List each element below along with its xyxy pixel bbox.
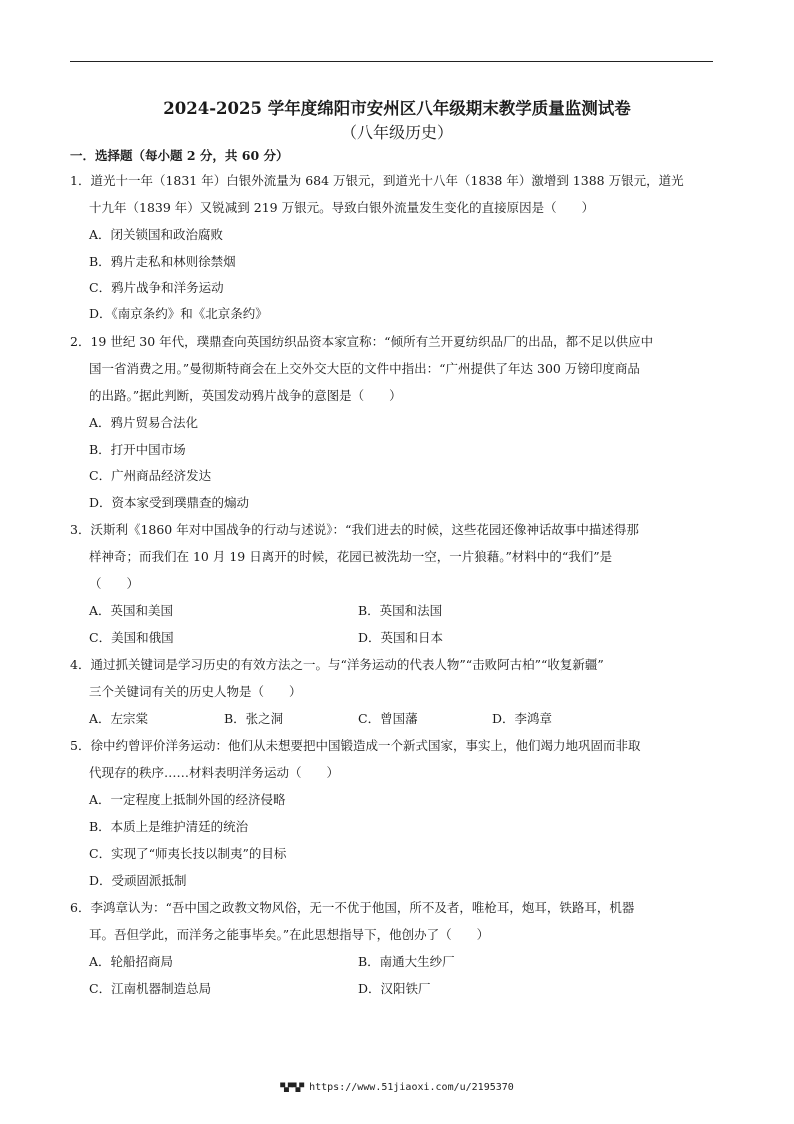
question-3-option-b: B．英国和法国 (358, 603, 443, 618)
question-6-option-c: C．江南机器制造总局 (89, 981, 212, 996)
question-4-option-a: A．左宗棠 (89, 711, 149, 726)
question-2-stem-line-1: 2．19 世纪 30 年代，璞鼎查向英国纺织品资本家宣称：“倾所有兰开夏纺织品厂的出品，都不足以供应中 (70, 334, 654, 349)
question-5-stem-line-2: 代现存的秩序……材料表明洋务运动（ ） (89, 765, 340, 780)
section-heading: 一．选择题（每小题 2 分，共 60 分） (70, 148, 289, 163)
header-rule (70, 61, 713, 62)
question-4-option-c: C．曾国藩 (358, 711, 418, 726)
question-4-stem-line-2: 三个关键词有关的历史人物是（ ） (89, 684, 302, 699)
question-4-option-d: D．李鸿章 (492, 711, 553, 726)
question-2-option-a: A．鸦片贸易合法化 (89, 415, 199, 430)
question-6-option-a: A．轮船招商局 (89, 954, 174, 969)
question-1-option-c: C．鸦片战争和洋务运动 (89, 280, 224, 295)
exam-title: 2024-2025 学年度绵阳市安州区八年级期末教学质量监测试卷 (163, 99, 631, 118)
question-5-stem-line-1: 5．徐中约曾评价洋务运动：他们从未想要把中国锻造成一个新式国家，事实上，他们竭力地巩固而非取 (70, 738, 641, 753)
question-5-option-b: B．本质上是维护清廷的统治 (89, 819, 249, 834)
question-3-option-a: A．英国和美国 (89, 603, 174, 618)
question-3-stem-line-3: （ ） (89, 576, 140, 591)
exam-subtitle: （八年级历史） (340, 123, 453, 142)
question-2-stem-line-3: 的出路。”据此判断，英国发动鸦片战争的意图是（ ） (89, 388, 402, 403)
question-3-stem-line-2: 样神奇；而我们在 10 月 19 日离开的时候，花园已被洗劫一空，一片狼藉。”材料中的“我们”是 (89, 549, 613, 564)
question-5-option-a: A．一定程度上抵制外国的经济侵略 (89, 792, 286, 807)
footer-url[interactable]: https://www.51jiaoxi.com/u/2195370 (309, 1082, 514, 1093)
question-6-option-d: D．汉阳铁厂 (358, 981, 431, 996)
question-2-option-b: B．打开中国市场 (89, 442, 186, 457)
question-1-option-b: B．鸦片走私和林则徐禁烟 (89, 254, 236, 269)
question-1-stem-line-2: 十九年（1839 年）又锐减到 219 万银元。导致白银外流量发生变化的直接原因是（ ） (89, 200, 595, 215)
question-5-option-c: C．实现了“师夷长技以制夷”的目标 (89, 846, 287, 861)
question-4-option-b: B．张之洞 (224, 711, 284, 726)
watermark-logo-icon: ▀▄▀▀▄▀ (280, 1083, 304, 1092)
question-6-stem-line-1: 6．李鸿章认为：“吾中国之政教文物风俗，无一不优于他国，所不及者，唯枪耳，炮耳，铁路耳，机器 (70, 900, 635, 915)
question-3-option-c: C．美国和俄国 (89, 630, 174, 645)
question-1-option-a: A．闭关锁国和政治腐败 (89, 227, 224, 242)
question-6-stem-line-2: 耳。吾但学此，而洋务之能事毕矣。”在此思想指导下，他创办了（ ） (89, 927, 490, 942)
question-3-option-d: D．英国和日本 (358, 630, 444, 645)
question-1-stem-line-1: 1．道光十一年（1831 年）白银外流量为 684 万银元，到道光十八年（1838 年）激增到 1388 万银元，道光 (70, 173, 684, 188)
question-2-option-c: C．广州商品经济发达 (89, 468, 212, 483)
footer-watermark (0, 1082, 794, 1093)
question-6-option-b: B．南通大生纱厂 (358, 954, 455, 969)
question-4-stem-line-1: 4．通过抓关键词是学习历史的有效方法之一。与“洋务运动的代表人物”“击败阿古柏”“收复新疆” (70, 657, 604, 672)
question-3-stem-line-1: 3．沃斯利《1860 年对中国战争的行动与述说》：“我们进去的时候，这些花园还像神话故事中描述得那 (70, 522, 639, 537)
question-2-stem-line-2: 国一省消费之用。”曼彻斯特商会在上交外交大臣的文件中指出：“广州提供了年达 300 万镑印度商品 (89, 361, 640, 376)
question-5-option-d: D．受顽固派抵制 (89, 873, 187, 888)
question-1-option-d: D．《南京条约》和《北京条约》 (89, 306, 268, 321)
question-2-option-d: D．资本家受到璞鼎查的煽动 (89, 495, 250, 510)
